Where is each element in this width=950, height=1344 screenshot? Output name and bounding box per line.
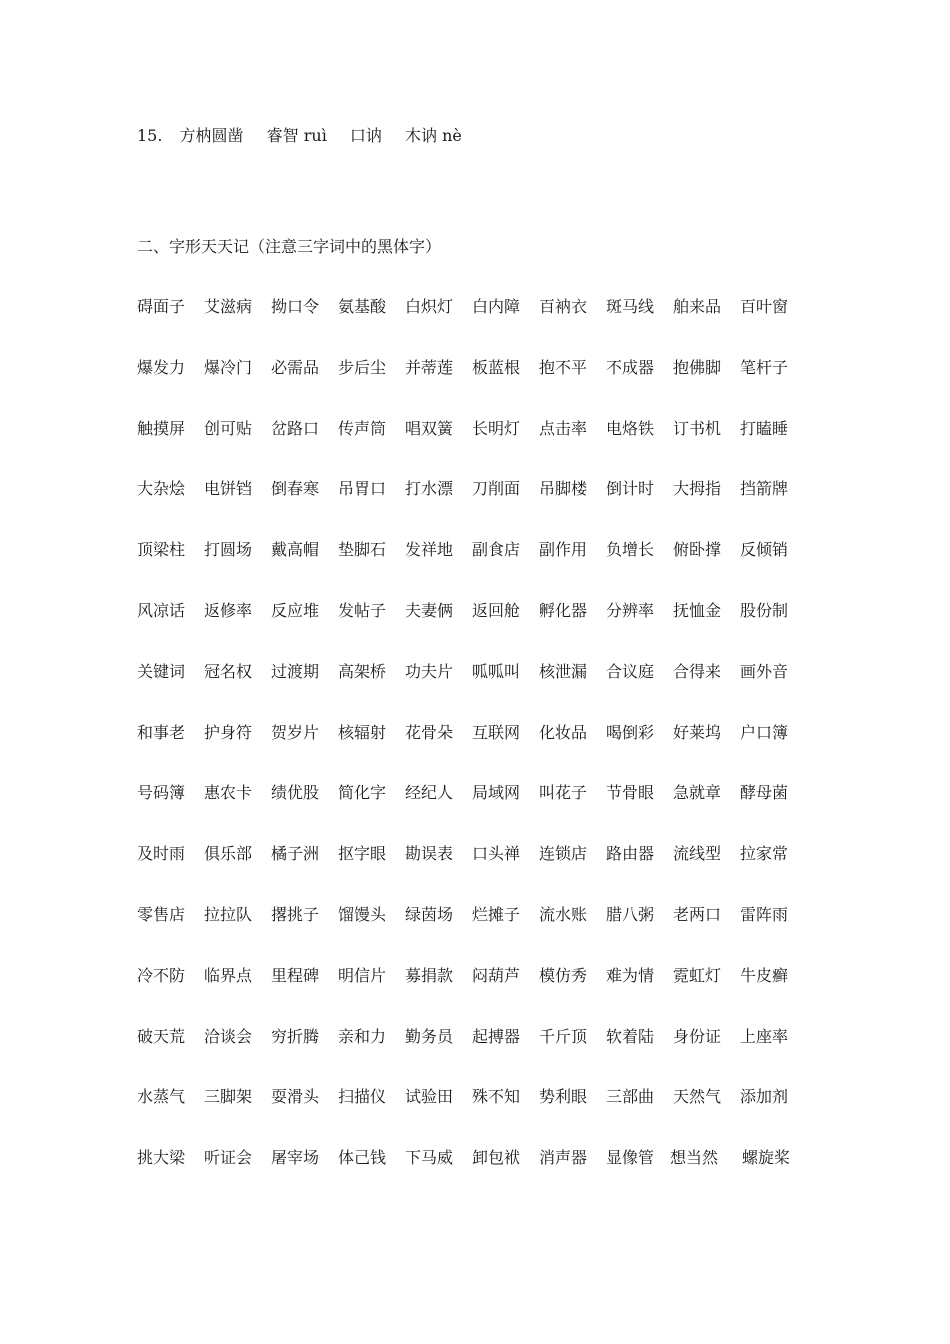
word-cell: 叫花子 <box>539 783 588 803</box>
word-cell: 闷葫芦 <box>472 965 521 985</box>
word-cell: 消声器 <box>539 1148 588 1168</box>
word-cell: 孵化器 <box>539 600 588 620</box>
word-cell: 软着陆 <box>606 1026 655 1046</box>
word-cell: 副食店 <box>472 540 521 560</box>
word-cell: 倒春寒 <box>271 479 320 499</box>
word-cell: 势利眼 <box>539 1087 588 1107</box>
word-cell: 霓虹灯 <box>673 965 722 985</box>
word-cell: 穷折腾 <box>271 1026 320 1046</box>
word-cell: 顶梁柱 <box>137 540 186 560</box>
word-cell: 腊八粥 <box>606 904 655 924</box>
word-cell: 流线型 <box>673 844 722 864</box>
word-cell: 画外音 <box>740 661 789 681</box>
word-cell: 酵母菌 <box>740 783 789 803</box>
word-cell: 千斤顶 <box>539 1026 588 1046</box>
word-cell: 下马威 <box>405 1148 454 1168</box>
word-cell: 挡箭牌 <box>740 479 789 499</box>
word-cell: 简化字 <box>338 783 387 803</box>
word-cell: 岔路口 <box>271 418 320 438</box>
word-cell: 笔杆子 <box>740 357 789 377</box>
word-cell: 模仿秀 <box>539 965 588 985</box>
word-cell: 户口簿 <box>740 722 789 742</box>
word-cell: 零售店 <box>137 904 186 924</box>
word-cell: 点击率 <box>539 418 588 438</box>
word-cell: 负增长 <box>606 540 655 560</box>
word-cell: 白内障 <box>472 297 521 316</box>
word-cell: 百衲衣 <box>539 297 588 316</box>
word-cell: 发祥地 <box>405 540 454 560</box>
word-cell: 步后尘 <box>338 357 387 377</box>
word-cell: 抱佛脚 <box>673 357 722 377</box>
word-row <box>137 662 817 723</box>
word-row <box>137 297 817 358</box>
word-cell: 护身符 <box>204 722 253 742</box>
word-cell: 互联网 <box>472 722 521 742</box>
word-cell: 板蓝根 <box>472 357 521 377</box>
word-cell: 洽谈会 <box>204 1026 253 1046</box>
word-cell: 反倾销 <box>740 540 789 560</box>
word-cell: 水蒸气 <box>137 1087 186 1107</box>
word-cell: 殊不知 <box>472 1087 521 1107</box>
word-cell: 核泄漏 <box>539 661 588 681</box>
word-row <box>137 358 817 419</box>
word-cell: 舶来品 <box>673 297 722 316</box>
word-cell: 好莱坞 <box>673 722 722 742</box>
word-cell: 长明灯 <box>472 418 521 438</box>
word-cell: 临界点 <box>204 965 253 985</box>
word-cell: 传声筒 <box>338 418 387 438</box>
word-cell: 白炽灯 <box>405 297 454 316</box>
word-row <box>137 601 817 662</box>
item-number: 15. <box>137 126 163 145</box>
word-cell: 唱双簧 <box>405 418 454 438</box>
word-cell: 听证会 <box>204 1148 253 1168</box>
word-cell: 馏馒头 <box>338 904 387 924</box>
word-cell: 想当然 <box>670 1148 719 1168</box>
word-cell: 爆冷门 <box>204 357 253 377</box>
word-cell: 勤务员 <box>405 1026 454 1046</box>
word-cell: 拗口令 <box>271 297 320 316</box>
word-cell: 电饼铛 <box>204 479 253 499</box>
word-cell: 垫脚石 <box>338 540 387 560</box>
word-cell: 返回舱 <box>472 600 521 620</box>
word-cell: 贺岁片 <box>271 722 320 742</box>
word-row <box>137 1087 817 1148</box>
word-cell: 绿茵场 <box>405 904 454 924</box>
word-cell: 天然气 <box>673 1087 722 1107</box>
word-cell: 亲和力 <box>338 1026 387 1046</box>
word-cell: 合议庭 <box>606 661 655 681</box>
word-cell: 高架桥 <box>338 661 387 681</box>
word-cell: 耍滑头 <box>271 1087 320 1107</box>
word-row <box>137 540 817 601</box>
word-cell: 显像管 <box>606 1148 655 1168</box>
word-cell: 抠字眼 <box>338 844 387 864</box>
word-row <box>137 905 817 966</box>
word-cell: 抱不平 <box>539 357 588 377</box>
word-cell: 吊胃口 <box>338 479 387 499</box>
word-cell: 大杂烩 <box>137 479 186 499</box>
section-heading: 二、字形天天记（注意三字词中的黑体字） <box>137 237 442 256</box>
word-cell: 雷阵雨 <box>740 904 789 924</box>
word-cell: 节骨眼 <box>606 783 655 803</box>
word-cell: 烂摊子 <box>472 904 521 924</box>
word-cell: 绩优股 <box>271 783 320 803</box>
word-cell: 局域网 <box>472 783 521 803</box>
word-cell: 拉拉队 <box>204 904 253 924</box>
word-cell: 打瞌睡 <box>740 418 789 438</box>
word-row <box>137 479 817 540</box>
word-cell: 花骨朵 <box>405 722 454 742</box>
word-cell: 连锁店 <box>539 844 588 864</box>
word-cell: 口头禅 <box>472 844 521 864</box>
word-cell: 难为情 <box>606 965 655 985</box>
word-cell: 路由器 <box>606 844 655 864</box>
word-cell: 俱乐部 <box>204 844 253 864</box>
word-cell: 创可贴 <box>204 418 253 438</box>
word-grid <box>137 297 817 1209</box>
word-cell: 急就章 <box>673 783 722 803</box>
word-cell: 呱呱叫 <box>472 661 521 681</box>
word-cell: 核辐射 <box>338 722 387 742</box>
word-cell: 订书机 <box>673 418 722 438</box>
word-cell: 喝倒彩 <box>606 722 655 742</box>
word-cell: 上座率 <box>740 1026 789 1046</box>
word-cell: 扫描仪 <box>338 1087 387 1107</box>
word-cell: 分辨率 <box>606 600 655 620</box>
word-cell: 氨基酸 <box>338 297 387 316</box>
word-cell: 过渡期 <box>271 661 320 681</box>
word-cell: 橘子洲 <box>271 844 320 864</box>
item-15-part: 口讷 <box>349 126 382 145</box>
word-cell: 大拇指 <box>673 479 722 499</box>
word-cell: 不成器 <box>606 357 655 377</box>
word-cell: 打圆场 <box>204 540 253 560</box>
word-cell: 夫妻俩 <box>405 600 454 620</box>
word-cell: 起搏器 <box>472 1026 521 1046</box>
word-cell: 里程碑 <box>271 965 320 985</box>
word-cell: 卸包袱 <box>472 1148 521 1168</box>
word-cell: 返修率 <box>204 600 253 620</box>
word-cell: 拉家常 <box>740 844 789 864</box>
word-cell: 明信片 <box>338 965 387 985</box>
word-cell: 体己钱 <box>338 1148 387 1168</box>
word-row <box>137 1027 817 1088</box>
word-cell: 反应堆 <box>271 600 320 620</box>
word-cell: 功夫片 <box>405 661 454 681</box>
word-cell: 斑马线 <box>606 297 655 316</box>
word-cell: 冠名权 <box>204 661 253 681</box>
word-cell: 关键词 <box>137 661 186 681</box>
word-cell: 股份制 <box>740 600 789 620</box>
word-cell: 艾滋病 <box>204 297 253 316</box>
word-cell: 挑大梁 <box>137 1148 186 1168</box>
word-row <box>137 723 817 784</box>
word-cell: 化妆品 <box>539 722 588 742</box>
word-cell: 及时雨 <box>137 844 186 864</box>
item-15-part: 睿智 ruì <box>266 126 327 145</box>
word-cell: 刀削面 <box>472 479 521 499</box>
word-cell: 三部曲 <box>606 1087 655 1107</box>
word-cell: 募捐款 <box>405 965 454 985</box>
word-cell: 倒计时 <box>606 479 655 499</box>
word-cell: 副作用 <box>539 540 588 560</box>
word-cell: 百叶窗 <box>740 297 789 316</box>
word-cell: 牛皮癣 <box>740 965 789 985</box>
word-cell: 撂挑子 <box>271 904 320 924</box>
word-cell: 和事老 <box>137 722 186 742</box>
word-cell: 并蒂莲 <box>405 357 454 377</box>
word-cell: 俯卧撑 <box>673 540 722 560</box>
word-cell: 冷不防 <box>137 965 186 985</box>
word-cell: 戴高帽 <box>271 540 320 560</box>
word-row <box>137 783 817 844</box>
word-cell: 勘误表 <box>405 844 454 864</box>
word-cell: 号码簿 <box>137 783 186 803</box>
word-cell: 屠宰场 <box>271 1148 320 1168</box>
word-cell: 吊脚楼 <box>539 479 588 499</box>
word-cell: 惠农卡 <box>204 783 253 803</box>
word-cell: 合得来 <box>673 661 722 681</box>
word-cell: 流水账 <box>539 904 588 924</box>
word-cell: 电烙铁 <box>606 418 655 438</box>
item-15-part: 方枘圆凿 <box>179 126 244 145</box>
word-row <box>137 966 817 1027</box>
word-cell: 发帖子 <box>338 600 387 620</box>
word-cell: 风凉话 <box>137 600 186 620</box>
item-15-line <box>137 126 480 146</box>
word-cell: 试验田 <box>405 1087 454 1107</box>
item-15-part: 木讷 nè <box>405 126 462 145</box>
word-cell: 经纪人 <box>405 783 454 803</box>
word-cell: 老两口 <box>673 904 722 924</box>
word-cell: 打水漂 <box>405 479 454 499</box>
word-cell: 螺旋桨 <box>742 1148 791 1168</box>
word-cell: 身份证 <box>673 1026 722 1046</box>
word-row <box>137 1148 817 1209</box>
word-row <box>137 844 817 905</box>
word-row <box>137 419 817 480</box>
word-cell: 添加剂 <box>740 1087 789 1107</box>
word-cell: 必需品 <box>271 357 320 377</box>
word-cell: 三脚架 <box>204 1087 253 1107</box>
word-cell: 破天荒 <box>137 1026 186 1046</box>
word-cell: 碍面子 <box>137 297 186 316</box>
word-cell: 触摸屏 <box>137 418 186 438</box>
word-cell: 爆发力 <box>137 357 186 377</box>
word-cell: 抚恤金 <box>673 600 722 620</box>
